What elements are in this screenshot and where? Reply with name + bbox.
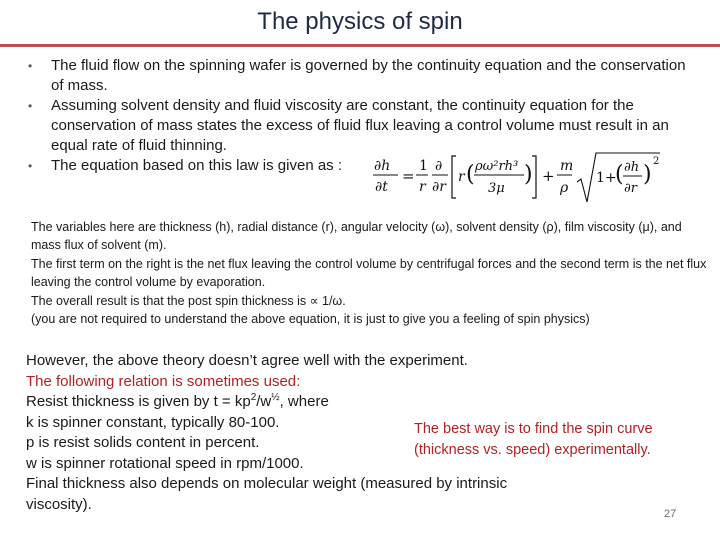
bullet-item (28, 56, 688, 96)
theory-statement: However, the above theory doesn’t agree well with the experiment. (26, 352, 468, 369)
bullet-text: Assuming solvent density and fluid viscosity are constant, the continuity equation for the conservation of mass states the excess of fluid flux leaving a control volume must result in an equal rate of fluid thinning. (51, 97, 669, 154)
relation-intro: The following relation is sometimes used: (26, 372, 301, 390)
note-line: (you are not required to understand the above equation, it is just to give you a feeling of spin physics) (31, 312, 590, 327)
note-line: The first term on the right is the net flux leaving the control volume by centrifugal forces and the second term is the net flux leaving the control volume by evaporation. (31, 256, 707, 290)
variable-notes (31, 218, 711, 328)
eq-dh-den: ∂r (624, 181, 637, 196)
bullet-dot-icon: • (28, 59, 33, 73)
eq-lhs-den: ∂t (375, 179, 388, 195)
eq-plus: + (542, 167, 555, 185)
slide-title: The physics of spin (257, 8, 463, 35)
eq-exponent: 2 (653, 156, 660, 167)
note-line: The variables here are thickness (h), radial distance (r), angular velocity (ω), solvent density (ρ), film viscosity (μ), and mass flux of solvent (m). (31, 220, 682, 253)
eq-inner-den: 3μ (488, 181, 505, 196)
bullet-text: The fluid flow on the spinning wafer is governed by the continuity equation and the conservation of mass. (51, 57, 686, 94)
p-definition: p is resist solids content in percent. (26, 434, 260, 451)
page-number: 27 (664, 508, 677, 520)
bullet-text: The equation based on this law is given as : (51, 157, 343, 174)
eq-sqrt-one: 1+ (596, 170, 617, 186)
eq-inner-num: ρω²rh³ (475, 159, 519, 174)
eq-f1-den: r (419, 179, 426, 195)
spin-curve-note: The best way is to find the spin curve (thickness vs. speed) experimentally. (414, 421, 653, 458)
final-thickness-note: Final thickness also depends on molecular weight (measured by intrinsic viscosity). (26, 475, 508, 513)
eq-m-num: m (560, 158, 574, 174)
eq-r: r (458, 169, 465, 185)
k-definition: k is spinner constant, typically 80-100. (26, 413, 280, 431)
eq-paren-right: ) (524, 162, 533, 187)
eq-paren2-right: ) (643, 162, 652, 187)
eq-dh-num: ∂h (624, 160, 640, 175)
eq-term1-den: ∂r (432, 179, 446, 195)
bullet-dot-icon: • (28, 159, 33, 173)
eq-lhs-num: ∂h (374, 158, 391, 174)
eq-paren2-left: ( (615, 162, 624, 187)
eq-term1-lead: ∂ (435, 158, 443, 174)
title-divider (0, 44, 720, 47)
eq-f1-num: 1 (419, 158, 428, 174)
bullet-dot-icon: • (28, 99, 33, 113)
bullet-item (28, 96, 688, 156)
eq-paren-left: ( (466, 162, 475, 187)
thickness-formula: Resist thickness is given by $t = kp^2/w^{\frac{1}{2}}$, where (26, 392, 329, 410)
note-line: The overall result is that the post spin thickness is ∝ 1/ω. (31, 293, 346, 308)
continuity-equation (372, 150, 662, 210)
eq-equals: = (402, 167, 415, 185)
w-definition: w is spinner rotational speed in rpm/1000. (26, 454, 304, 472)
eq-m-den: ρ (560, 180, 569, 196)
